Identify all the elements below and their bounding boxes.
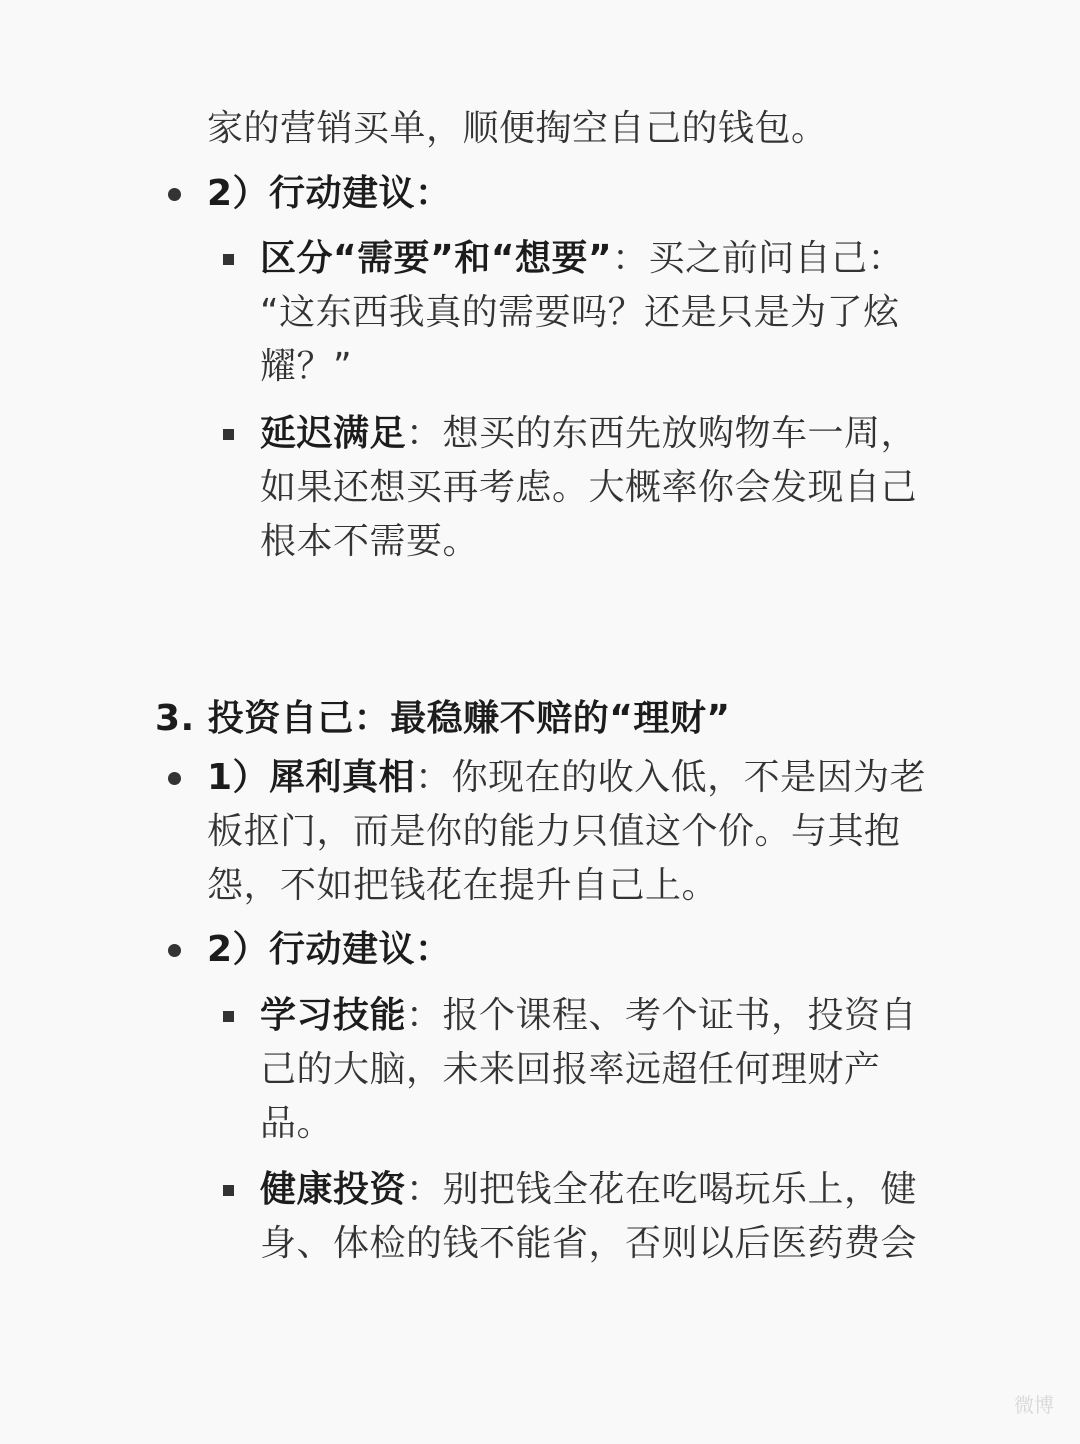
bullet-square (223, 1185, 234, 1196)
truth-text-line: 板抠门，而是你的能力只值这个价。与其抱 (207, 811, 901, 852)
sub-item-text: ：报个课程、考个证书，投资自 (406, 995, 918, 1036)
truth-text-line: 怨，不如把钱花在提升自己上。 (207, 865, 719, 906)
sub-item-title: 延迟满足 (260, 413, 407, 454)
sub-item-text-line: 己的大脑，未来回报率远超任何理财产 (260, 1049, 881, 1090)
sub-item-text: ：别把钱全花在吃喝玩乐上，健 (406, 1169, 918, 1210)
sub-item-text-line: 身、体检的钱不能省，否则以后医药费会 (260, 1223, 918, 1264)
sub-item-text: ：想买的东西先放购物车一周， (406, 413, 918, 454)
bullet-dot (168, 772, 181, 785)
action-heading: 2）行动建议： (207, 173, 452, 214)
bullet-square (223, 1011, 234, 1022)
sub-item-text-line: 根本不需要。 (260, 521, 480, 562)
bullet-square (223, 254, 234, 265)
weibo-watermark: 微博 (1014, 1395, 1054, 1417)
truth-title: 1）犀利真相 (207, 757, 416, 798)
bullet-square (223, 429, 234, 440)
sub-item-title: 健康投资 (260, 1169, 407, 1210)
sub-item-skills (260, 992, 917, 1040)
sub-item-title: 区分“需要”和“想要” (260, 238, 613, 279)
section-heading: 3. 投资自己：最稳赚不赔的“理财” (155, 698, 731, 739)
truth-item (207, 754, 926, 802)
sub-item-health (260, 1166, 917, 1214)
sub-item-text-line: 如果还想买再考虑。大概率你会发现自己 (260, 467, 918, 508)
sub-item-text-line: “这东西我真的需要吗？还是只是为了炫 (260, 292, 900, 333)
action-heading: 2）行动建议： (207, 929, 452, 970)
bullet-dot (168, 188, 181, 201)
sub-item-need-want (260, 235, 904, 283)
bullet-dot (168, 944, 181, 957)
sub-item-text-line: 品。 (260, 1103, 334, 1144)
sub-item-delay (260, 410, 917, 458)
paragraph-continuation: 家的营销买单，顺便掏空自己的钱包。 (207, 108, 828, 149)
truth-text: ：你现在的收入低，不是因为老 (415, 757, 927, 798)
sub-item-title: 学习技能 (260, 995, 407, 1036)
sub-item-text: ：买之前问自己： (612, 238, 905, 279)
sub-item-text-line: 耀？” (260, 346, 353, 387)
